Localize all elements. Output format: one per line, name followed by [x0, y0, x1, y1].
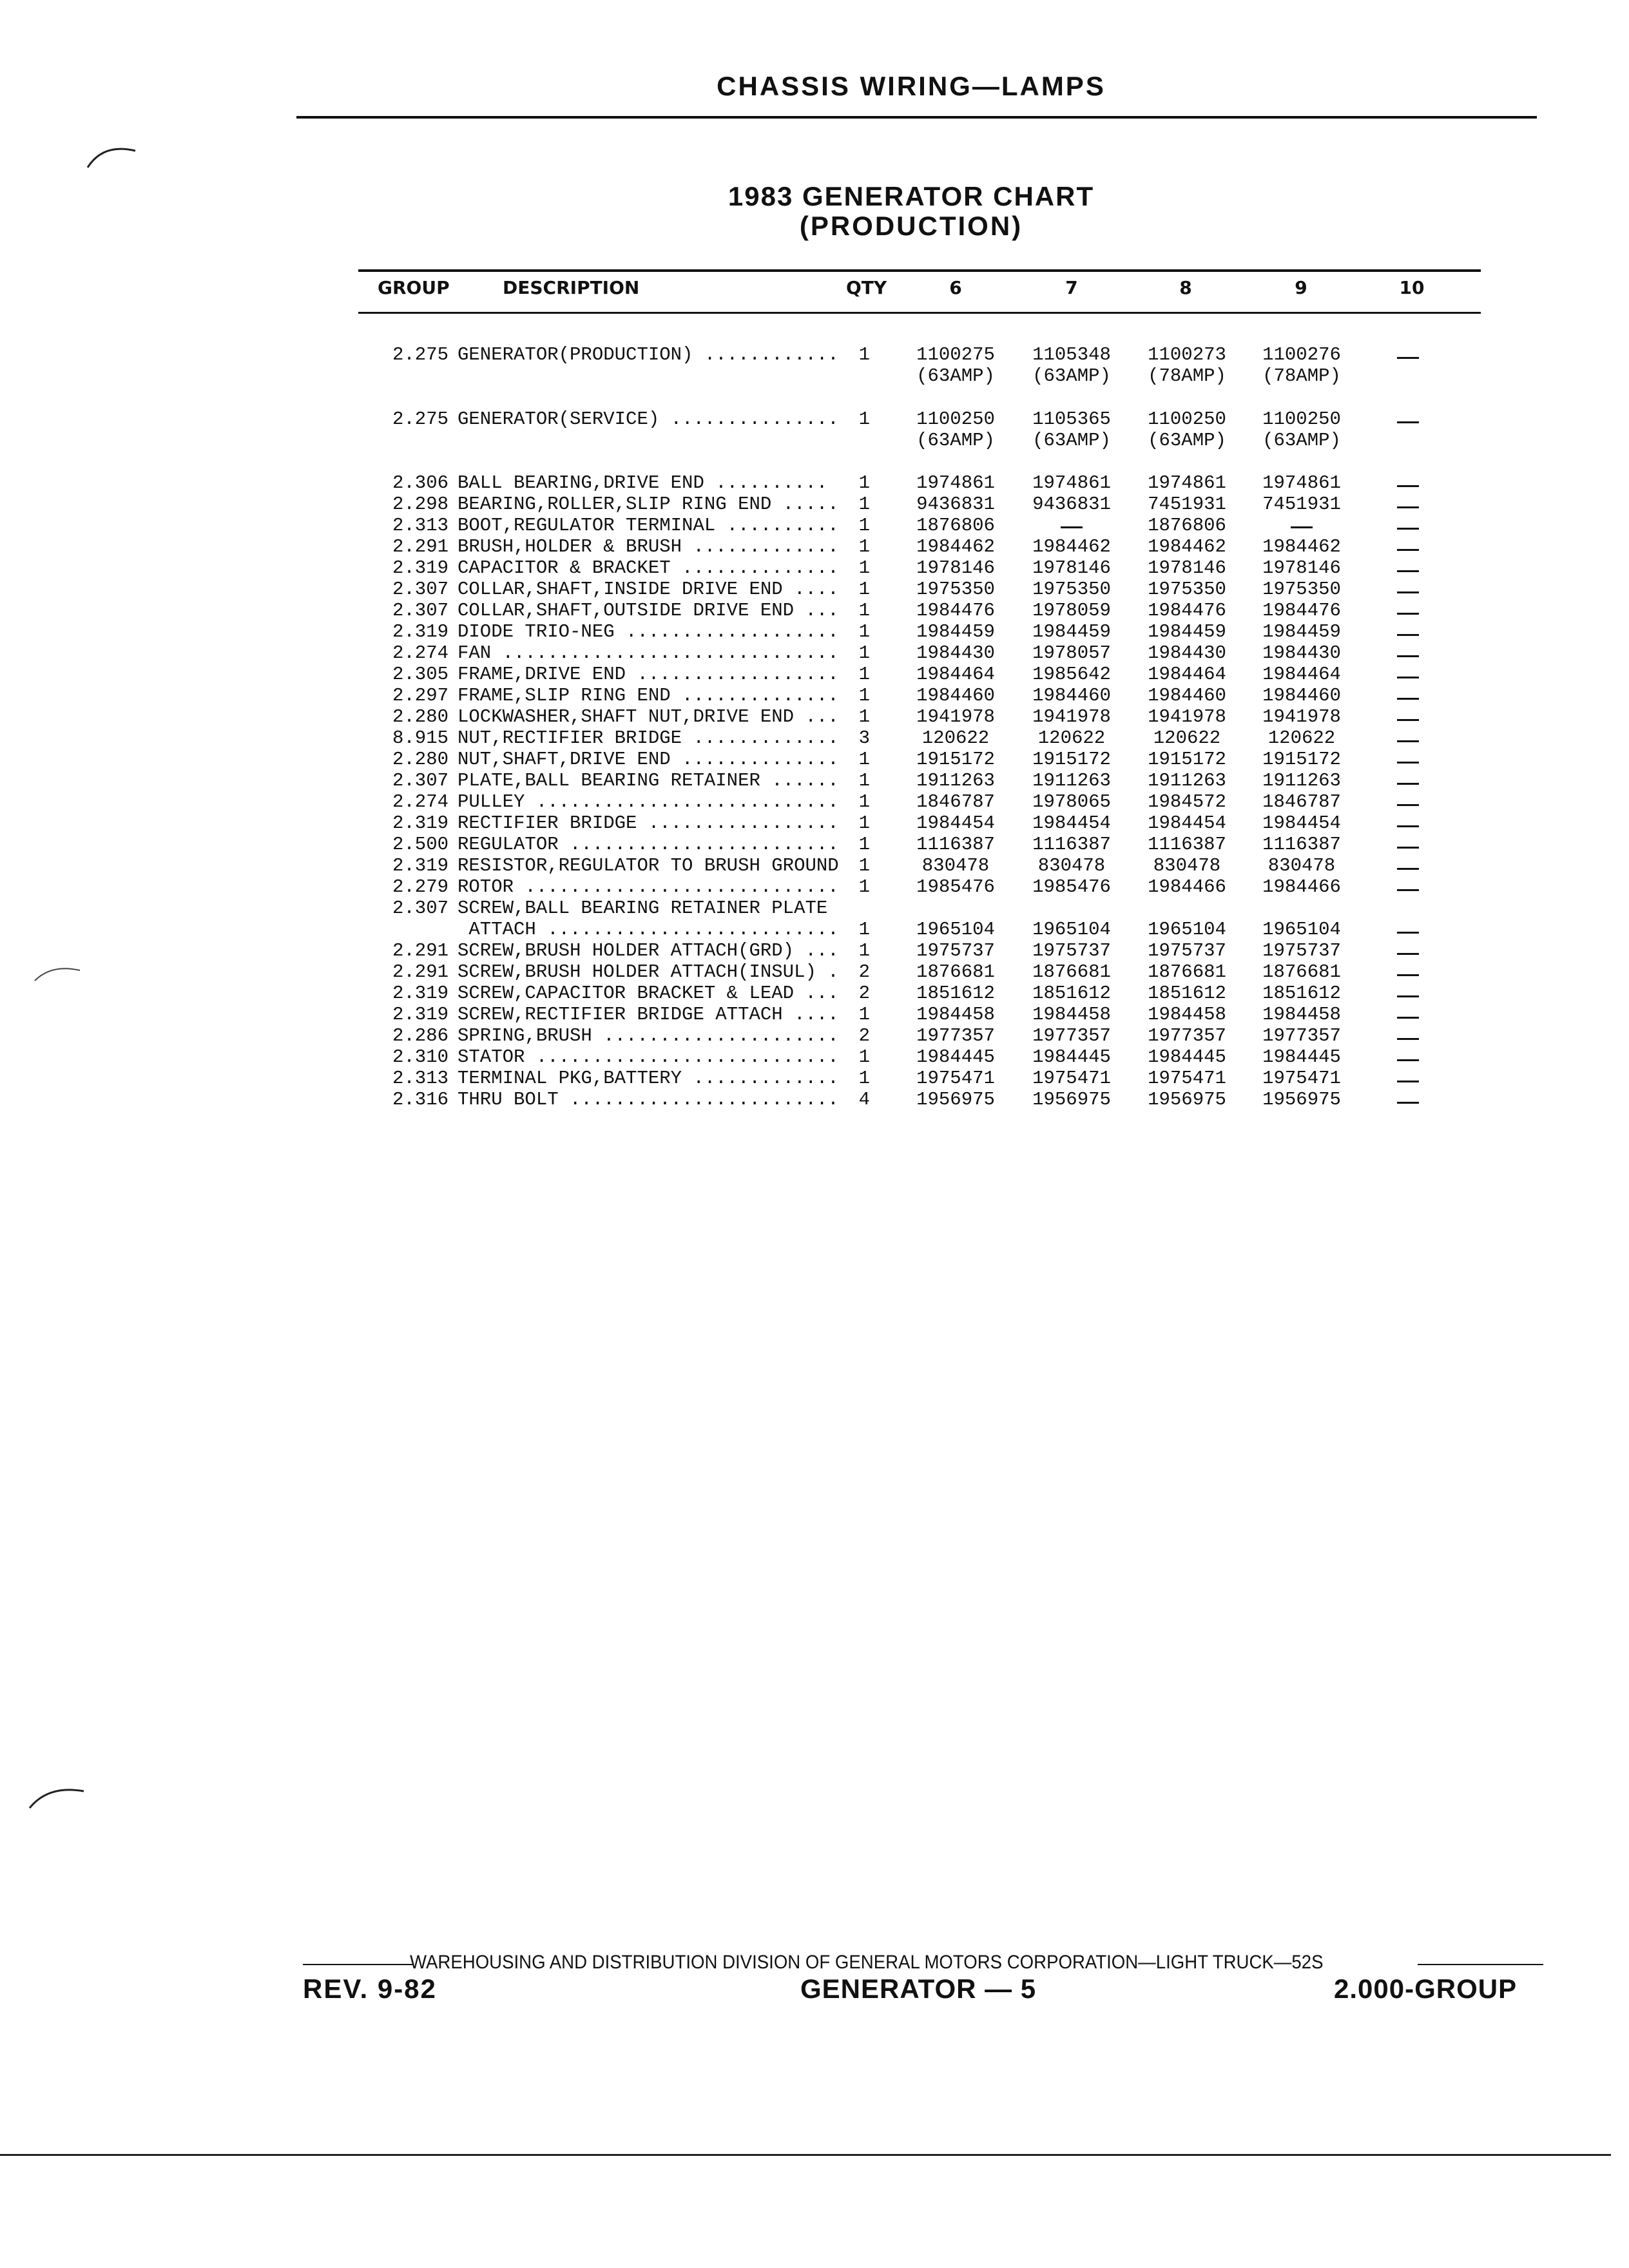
column-header-description: DESCRIPTION [503, 277, 640, 298]
cell-qty: 1 [858, 812, 870, 834]
cell-part-number-9: 1941978 [1262, 706, 1341, 727]
cell-qty: 1 [858, 557, 870, 579]
cell-description: ROTOR ............................ [458, 876, 839, 898]
cell-part-number-6: 1975471 [916, 1068, 995, 1089]
cell-col10-dash [1397, 762, 1419, 764]
column-header-7: 7 [1065, 277, 1078, 298]
footer-group: 2.000-GROUP [1334, 1974, 1518, 2004]
cell-qty: 1 [858, 515, 870, 536]
cell-part-number-7: 1985476 [1032, 876, 1111, 898]
cell-group: 2.298 [392, 494, 448, 515]
cell-group: 2.310 [392, 1046, 448, 1068]
cell-part-number-7: 1876681 [1032, 961, 1111, 983]
cell-part-number-6: 1846787 [916, 791, 995, 812]
cell-part-number-7: 1985642 [1032, 664, 1111, 685]
punch-mark-bottom [26, 1778, 90, 1817]
cell-group: 2.307 [392, 579, 448, 600]
cell-part-number-9: 1915172 [1262, 749, 1341, 770]
cell-group: 2.297 [392, 685, 448, 706]
cell-col10-dash [1397, 421, 1419, 423]
cell-qty: 3 [858, 727, 870, 749]
chart-subtitle: (PRODUCTION) [799, 211, 1023, 241]
cell-description: BALL BEARING,DRIVE END .......... [458, 472, 828, 494]
footer-rule-right [1418, 1964, 1543, 1965]
cell-description: PLATE,BALL BEARING RETAINER ...... [458, 770, 839, 791]
cell-qty: 1 [858, 536, 870, 557]
cell-part-number-8: 1911263 [1148, 770, 1226, 791]
cell-part-number-9: 1100276 [1262, 344, 1341, 365]
cell-description: TERMINAL PKG,BATTERY ............. [458, 1068, 839, 1089]
cell-part-number-7: 1975737 [1032, 940, 1111, 961]
cell-part-number-8: 1975350 [1148, 579, 1226, 600]
cell-group: 2.500 [392, 834, 448, 855]
table-header-rule [358, 312, 1481, 314]
cell-part-number-8: 1941978 [1148, 706, 1226, 727]
cell-part-number-6: 120622 [921, 727, 990, 749]
cell-part-number-9: 1984476 [1262, 600, 1341, 621]
cell-description: COLLAR,SHAFT,INSIDE DRIVE END .... [458, 579, 839, 600]
cell-part-number-9: 1116387 [1262, 834, 1341, 855]
cell-part-number-8: 1984430 [1148, 642, 1226, 664]
cell-qty: 1 [858, 1004, 870, 1025]
cell-qty: 1 [858, 621, 870, 642]
cell-description-continued: ATTACH .......................... [458, 919, 839, 940]
cell-qty: 1 [858, 600, 870, 621]
cell-group: 2.319 [392, 557, 448, 579]
cell-part-number-6: 1984454 [916, 812, 995, 834]
cell-part-number-8: 1956975 [1148, 1089, 1226, 1110]
cell-part-number-6: 1977357 [916, 1025, 995, 1046]
cell-part-number-7: 1911263 [1032, 770, 1111, 791]
page-header-title: CHASSIS WIRING—LAMPS [717, 71, 1106, 101]
cell-part-number-9: 1984458 [1262, 1004, 1341, 1025]
cell-group: 2.275 [392, 344, 448, 365]
cell-col10-dash [1397, 932, 1419, 934]
cell-amp-rating-8: (63AMP) [1148, 430, 1226, 451]
cell-qty: 2 [858, 983, 870, 1004]
cell-group: 2.286 [392, 1025, 448, 1046]
cell-description: BRUSH,HOLDER & BRUSH ............. [458, 536, 839, 557]
cell-part-number-6: 1984458 [916, 1004, 995, 1025]
cell-col10-dash [1397, 1017, 1419, 1019]
cell-qty: 1 [858, 494, 870, 515]
page-bottom-rule [0, 2154, 1611, 2156]
cell-description: NUT,RECTIFIER BRIDGE ............. [458, 727, 839, 749]
cell-description: COLLAR,SHAFT,OUTSIDE DRIVE END ... [458, 600, 839, 621]
cell-part-number-8: 1915172 [1148, 749, 1226, 770]
cell-part-number-8: 1984459 [1148, 621, 1226, 642]
cell-part-number-9: 1851612 [1262, 983, 1341, 1004]
cell-qty: 1 [858, 855, 870, 876]
cell-part-number-8: 1984460 [1148, 685, 1226, 706]
cell-qty: 1 [858, 685, 870, 706]
cell-description: BOOT,REGULATOR TERMINAL .......... [458, 515, 839, 536]
cell-part-number-9: 1978146 [1262, 557, 1341, 579]
cell-col10-dash [1397, 719, 1419, 721]
cell-col10-dash [1397, 613, 1419, 615]
cell-group: 2.305 [392, 664, 448, 685]
cell-part-number-6: 1985476 [916, 876, 995, 898]
cell-description: GENERATOR(PRODUCTION) ............ [458, 344, 839, 365]
cell-col10-dash [1397, 1081, 1419, 1082]
cell-amp-rating-6: (63AMP) [916, 365, 995, 387]
cell-group: 2.275 [392, 408, 448, 430]
cell-part-number-9: 1984460 [1262, 685, 1341, 706]
cell-part-number-8: 1975471 [1148, 1068, 1226, 1089]
cell-part-number-9: 1984430 [1262, 642, 1341, 664]
cell-description: SCREW,CAPACITOR BRACKET & LEAD ... [458, 983, 839, 1004]
cell-part-number-7: 1105348 [1032, 344, 1111, 365]
cell-part-number-7: 1915172 [1032, 749, 1111, 770]
cell-group: 2.291 [392, 536, 448, 557]
cell-part-number-7: 1975471 [1032, 1068, 1111, 1089]
cell-part-number-7: 1956975 [1032, 1089, 1111, 1110]
cell-part-number-6: 1975737 [916, 940, 995, 961]
cell-part-number-7: 1941978 [1032, 706, 1111, 727]
cell-part-number-8: 7451931 [1148, 494, 1226, 515]
cell-part-number-6: 1984464 [916, 664, 995, 685]
cell-part-number-6: 1911263 [916, 770, 995, 791]
cell-part-number-8: 1984445 [1148, 1046, 1226, 1068]
cell-col10-dash [1397, 974, 1419, 976]
cell-part-number-7: 120622 [1037, 727, 1106, 749]
cell-part-number-6: 1984459 [916, 621, 995, 642]
cell-description: PULLEY ........................... [458, 791, 839, 812]
cell-description: THRU BOLT ........................ [458, 1089, 839, 1110]
footer-division-line: WAREHOUSING AND DISTRIBUTION DIVISION OF GENERAL MOTORS CORPORATION—LIGHT TRUCK—52S [410, 1952, 1324, 1973]
cell-part-number-7: 830478 [1037, 855, 1106, 876]
cell-description: FAN .............................. [458, 642, 839, 664]
cell-part-number-9: 1846787 [1262, 791, 1341, 812]
cell-col10-dash [1397, 677, 1419, 678]
cell-col10-dash [1397, 1102, 1419, 1104]
cell-part-number-9: 1975350 [1262, 579, 1341, 600]
cell-part-number-8: 1984462 [1148, 536, 1226, 557]
cell-part-number-8: 1984454 [1148, 812, 1226, 834]
cell-col10-dash [1397, 804, 1419, 806]
cell-part-number-7: 1984458 [1032, 1004, 1111, 1025]
cell-part-number-6: 1851612 [916, 983, 995, 1004]
cell-group: 2.306 [392, 472, 448, 494]
cell-description: FRAME,DRIVE END .................. [458, 664, 839, 685]
column-header-6: 6 [949, 277, 962, 298]
cell-col10-dash [1397, 740, 1419, 742]
cell-part-number-9: 1984454 [1262, 812, 1341, 834]
column-header-8: 8 [1179, 277, 1192, 298]
cell-description: SCREW,RECTIFIER BRIDGE ATTACH .... [458, 1004, 839, 1025]
cell-part-number-6: 1876806 [916, 515, 995, 536]
cell-group: 2.307 [392, 898, 448, 919]
cell-group: 2.274 [392, 791, 448, 812]
cell-part-number-9: 830478 [1268, 855, 1336, 876]
cell-amp-rating-7: (63AMP) [1032, 365, 1111, 387]
cell-part-number-7: 1984460 [1032, 685, 1111, 706]
cell-part-number-7: 1984459 [1032, 621, 1111, 642]
cell-part-number-8: 1965104 [1148, 919, 1226, 940]
cell-part-number-7: 1978065 [1032, 791, 1111, 812]
cell-part-number-7: 1978059 [1032, 600, 1111, 621]
cell-part-number-9: 1975471 [1262, 1068, 1341, 1089]
cell-part-number-8: 1984464 [1148, 664, 1226, 685]
cell-part-number-9: 120622 [1268, 727, 1336, 749]
cell-group: 2.279 [392, 876, 448, 898]
cell-qty: 1 [858, 706, 870, 727]
cell-part-number-7: 1984454 [1032, 812, 1111, 834]
cell-description: CAPACITOR & BRACKET .............. [458, 557, 839, 579]
cell-col10-dash [1397, 783, 1419, 785]
cell-part-number-9: 1977357 [1262, 1025, 1341, 1046]
punch-mark-middle [32, 960, 84, 986]
cell-part-number-9: 1975737 [1262, 940, 1341, 961]
cell-col10-dash [1397, 634, 1419, 636]
cell-part-number-6: 1956975 [916, 1089, 995, 1110]
cell-description: DIODE TRIO-NEG ................... [458, 621, 839, 642]
cell-qty: 2 [858, 1025, 870, 1046]
cell-part-number-8: 120622 [1153, 727, 1221, 749]
cell-col10-dash [1397, 847, 1419, 849]
cell-part-number-6: 1965104 [916, 919, 995, 940]
cell-group: 2.319 [392, 812, 448, 834]
cell-qty: 1 [858, 876, 870, 898]
cell-description: REGULATOR ........................ [458, 834, 839, 855]
cell-part-number-8: 1975737 [1148, 940, 1226, 961]
cell-group: 2.319 [392, 621, 448, 642]
cell-part-number-7: 1974861 [1032, 472, 1111, 494]
cell-group: 8.915 [392, 727, 448, 749]
cell-col10-dash [1397, 570, 1419, 572]
cell-part-number-7: 1965104 [1032, 919, 1111, 940]
cell-part-number-7: 1977357 [1032, 1025, 1111, 1046]
cell-description: RESISTOR,REGULATOR TO BRUSH GROUND [458, 855, 839, 876]
cell-part-number-7: 1116387 [1032, 834, 1111, 855]
cell-col10-dash [1397, 825, 1419, 827]
cell-col10-dash [1397, 549, 1419, 551]
cell-qty: 4 [858, 1089, 870, 1110]
cell-part-number-8: 1984458 [1148, 1004, 1226, 1025]
cell-description: RECTIFIER BRIDGE ................. [458, 812, 839, 834]
cell-part-number-7: 1105365 [1032, 408, 1111, 430]
footer-rule-left [303, 1964, 412, 1965]
cell-part-number-8: 1876681 [1148, 961, 1226, 983]
cell-part-number-6: 1984445 [916, 1046, 995, 1068]
cell-description: FRAME,SLIP RING END .............. [458, 685, 839, 706]
cell-part-number-6: 1941978 [916, 706, 995, 727]
cell-qty: 1 [858, 940, 870, 961]
cell-part-number-7: 9436831 [1032, 494, 1111, 515]
cell-qty: 1 [858, 408, 870, 430]
cell-part-number-8: 1100250 [1148, 408, 1226, 430]
cell-amp-rating-9: (78AMP) [1262, 365, 1341, 387]
cell-group: 2.319 [392, 983, 448, 1004]
cell-col10-dash [1397, 591, 1419, 593]
cell-part-number-6: 1975350 [916, 579, 995, 600]
cell-part-number-8: 1978146 [1148, 557, 1226, 579]
cell-col10-dash [1397, 889, 1419, 891]
cell-group: 2.291 [392, 961, 448, 983]
cell-description: BEARING,ROLLER,SLIP RING END ..... [458, 494, 839, 515]
footer-section: GENERATOR — 5 [800, 1974, 1037, 2004]
column-header-9: 9 [1295, 277, 1307, 298]
cell-part-number-6: 1978146 [916, 557, 995, 579]
cell-part-number-6: 1984430 [916, 642, 995, 664]
cell-part-number-8: 830478 [1153, 855, 1221, 876]
cell-qty: 1 [858, 579, 870, 600]
cell-qty: 1 [858, 344, 870, 365]
cell-amp-rating-8: (78AMP) [1148, 365, 1226, 387]
cell-col10-dash [1397, 995, 1419, 997]
cell-part-number-8: 1984466 [1148, 876, 1226, 898]
cell-qty: 1 [858, 791, 870, 812]
cell-qty: 2 [858, 961, 870, 983]
cell-part-number-9: 7451931 [1262, 494, 1341, 515]
cell-part-number-8: 1984476 [1148, 600, 1226, 621]
cell-part-number-9: 1984462 [1262, 536, 1341, 557]
cell-description: SCREW,BRUSH HOLDER ATTACH(INSUL) . [458, 961, 839, 983]
cell-col10-dash [1397, 655, 1419, 657]
punch-mark-top [84, 135, 142, 174]
cell-part-number-8: 1984572 [1148, 791, 1226, 812]
cell-col10-dash [1397, 528, 1419, 530]
cell-amp-rating-7: (63AMP) [1032, 430, 1111, 451]
cell-group: 2.319 [392, 1004, 448, 1025]
cell-part-number-9: 1984464 [1262, 664, 1341, 685]
cell-description: SPRING,BRUSH ..................... [458, 1025, 839, 1046]
cell-group: 2.280 [392, 749, 448, 770]
cell-part-number-9: 1100250 [1262, 408, 1341, 430]
column-header-10: 10 [1399, 277, 1425, 298]
cell-part-number-7: 1975350 [1032, 579, 1111, 600]
cell-qty: 1 [858, 919, 870, 940]
cell-part-number-7: 1978057 [1032, 642, 1111, 664]
cell-group: 2.316 [392, 1089, 448, 1110]
cell-qty: 1 [858, 834, 870, 855]
cell-group: 2.319 [392, 855, 448, 876]
cell-col10-dash [1397, 357, 1419, 359]
cell-part-number-6: 1984476 [916, 600, 995, 621]
cell-part-number-8: 1974861 [1148, 472, 1226, 494]
cell-group: 2.291 [392, 940, 448, 961]
cell-part-number-6: 1984462 [916, 536, 995, 557]
cell-part-number-6: 1915172 [916, 749, 995, 770]
cell-description: LOCKWASHER,SHAFT NUT,DRIVE END ... [458, 706, 839, 727]
cell-qty: 1 [858, 664, 870, 685]
cell-part-number-6: 830478 [921, 855, 990, 876]
cell-part-number-8: 1977357 [1148, 1025, 1226, 1046]
cell-group: 2.307 [392, 770, 448, 791]
cell-col10-dash [1397, 698, 1419, 700]
chart-title: 1983 GENERATOR CHART [728, 181, 1095, 211]
cell-part-number-7: 1978146 [1032, 557, 1111, 579]
cell-part-number-9: 1984459 [1262, 621, 1341, 642]
cell-col10-dash [1397, 1059, 1419, 1061]
column-header-qty: QTY [846, 277, 887, 298]
cell-qty: 1 [858, 1068, 870, 1089]
cell-part-number-9: 1974861 [1262, 472, 1341, 494]
cell-col10-dash [1397, 506, 1419, 508]
cell-description: GENERATOR(SERVICE) ............... [458, 408, 839, 430]
cell-part-number-8: 1100273 [1148, 344, 1226, 365]
cell-description: STATOR ........................... [458, 1046, 839, 1068]
cell-part-number-6: 1974861 [916, 472, 995, 494]
cell-group: 2.280 [392, 706, 448, 727]
cell-description: SCREW,BRUSH HOLDER ATTACH(GRD) ... [458, 940, 839, 961]
cell-qty: 1 [858, 770, 870, 791]
cell-col10-dash [1397, 953, 1419, 955]
cell-part-number-9: 1984445 [1262, 1046, 1341, 1068]
cell-part-number-6: 1100250 [916, 408, 995, 430]
cell-part-number-7: 1851612 [1032, 983, 1111, 1004]
cell-part-number-6: 9436831 [916, 494, 995, 515]
cell-part-number-6: 1116387 [916, 834, 995, 855]
cell-group: 2.307 [392, 600, 448, 621]
cell-amp-rating-9: (63AMP) [1262, 430, 1341, 451]
cell-col10-dash [1397, 868, 1419, 870]
cell-not-applicable-dash [1061, 526, 1083, 528]
cell-not-applicable-dash [1291, 526, 1313, 528]
cell-part-number-7: 1984462 [1032, 536, 1111, 557]
cell-part-number-9: 1911263 [1262, 770, 1341, 791]
cell-group: 2.313 [392, 1068, 448, 1089]
cell-qty: 1 [858, 472, 870, 494]
cell-group: 2.313 [392, 515, 448, 536]
cell-group: 2.274 [392, 642, 448, 664]
cell-amp-rating-6: (63AMP) [916, 430, 995, 451]
cell-description: NUT,SHAFT,DRIVE END .............. [458, 749, 839, 770]
cell-part-number-6: 1984460 [916, 685, 995, 706]
cell-part-number-8: 1876806 [1148, 515, 1226, 536]
cell-part-number-9: 1965104 [1262, 919, 1341, 940]
cell-col10-dash [1397, 485, 1419, 487]
cell-part-number-8: 1851612 [1148, 983, 1226, 1004]
cell-part-number-6: 1100275 [916, 344, 995, 365]
cell-part-number-7: 1984445 [1032, 1046, 1111, 1068]
table-top-rule [358, 269, 1481, 272]
cell-qty: 1 [858, 749, 870, 770]
cell-part-number-8: 1116387 [1148, 834, 1226, 855]
cell-col10-dash [1397, 1038, 1419, 1040]
cell-part-number-6: 1876681 [916, 961, 995, 983]
cell-qty: 1 [858, 642, 870, 664]
header-rule [296, 116, 1537, 119]
column-header-group: GROUP [378, 277, 450, 298]
cell-part-number-9: 1876681 [1262, 961, 1341, 983]
cell-part-number-9: 1984466 [1262, 876, 1341, 898]
footer-revision: REV. 9-82 [303, 1974, 437, 2004]
cell-qty: 1 [858, 1046, 870, 1068]
cell-part-number-9: 1956975 [1262, 1089, 1341, 1110]
cell-description: SCREW,BALL BEARING RETAINER PLATE [458, 898, 828, 919]
